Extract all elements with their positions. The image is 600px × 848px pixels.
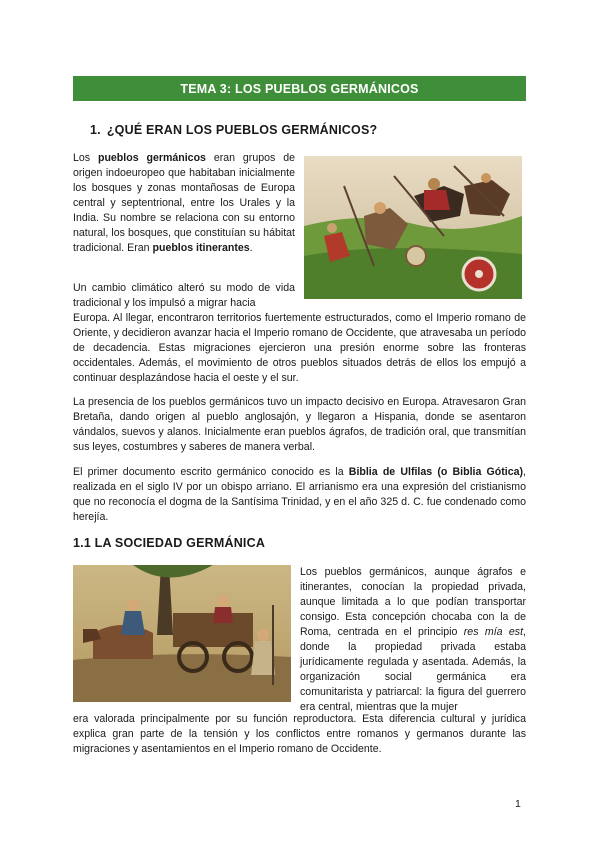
page-number: 1	[515, 798, 521, 810]
p4-text-a: El primer documento escrito germánico conocido es la	[73, 466, 349, 478]
p5-text-c: , donde la propiedad privada estaba jurídicamente regulada y asentada. Además, la organización social germánica era comunitarista y patriarcal: la figura del guerrero era central, mientras que la mujer	[300, 626, 526, 713]
chapter-banner	[73, 76, 526, 101]
battle-illustration	[304, 156, 522, 299]
society-paragraph-cont	[73, 712, 526, 757]
section-number: 1.	[90, 123, 101, 137]
chapter-title: TEMA 3: LOS PUEBLOS GERMÁNICOS	[180, 81, 419, 96]
society-paragraph	[300, 565, 526, 715]
p4-bold-bible: Biblia de Ulfilas (o Biblia Gótica)	[348, 466, 524, 478]
p2-text-a: Un cambio climático alteró su modo de vida tradicional y los impulsó a migrar hacia	[73, 282, 295, 309]
p6-text: era valorada principalmente por su función reproductora. Esta diferencia cultural y jurídica explica gran parte de la tensión y los conflictos entre romanos y germanos durante las migraciones y asentamientos en el Imperio romano de Occidente.	[73, 713, 526, 755]
p5-italic-latin: res mía est	[463, 626, 524, 638]
p1-bold-itinerantes: pueblos itinerantes	[152, 242, 250, 254]
caravan-illustration	[73, 565, 291, 702]
p1-text-a: Los	[73, 152, 98, 164]
p5-text-a: Los pueblos germánicos, aunque ágrafos e itinerantes, conocían la propiedad privada, aunque limitada a lo que podían transportar consigo. Esta concepción chocaba con la de Roma, centrada en el principio	[300, 566, 526, 638]
migration-paragraph	[73, 281, 526, 386]
p2-text-b: Europa. Al llegar, encontraron territorios fuertemente estructurados, como el Imperio romano de Oriente, y decidieron avanzar hacia el Imperio romano de Occidente, que atravesaba un período de decadencia. Estas migraciones ejercieron una presión enorme sobre las fronteras occidentales. Además, el movimiento de otros pueblos situados detrás de ellos los empujó a continuar desplazándose hacia el oeste y el sur.	[73, 312, 526, 384]
intro-paragraph	[73, 151, 295, 256]
impact-paragraph	[73, 395, 526, 455]
p1-bold-term: pueblos germánicos	[97, 152, 206, 164]
section-heading	[90, 123, 377, 137]
p1-text-c: eran grupos de origen indoeuropeo que habitaban inicialmente los bosques y zonas montañosas de Europa central y septentrional, entre los Urales y la India. Su nombre se relaciona con su entorno natural, los bosques, que constituían su hábitat tradicional. Eran	[73, 152, 295, 254]
p1-text-e: .	[249, 242, 253, 254]
bible-paragraph	[73, 465, 526, 525]
subsection-heading: 1.1 LA SOCIEDAD GERMÁNICA	[73, 536, 266, 550]
p3-text: La presencia de los pueblos germánicos tuvo un impacto decisivo en Europa. Atravesaron Gran Bretaña, dando origen al pueblo anglosajón, y llegaron a Hispania, donde se asentaron vándalos, suevos y alanos. Inicialmente eran pueblos ágrafos, de tradición oral, que transmitían sus leyes, costumbres y saberes de manera verbal.	[73, 396, 526, 453]
p4-text-c: , realizada en el siglo IV por un obispo arriano. El arrianismo era una expresión del cristianismo que no reconocía el dogma de la Santísima Trinidad, y en el año 325 d. C. fue condenado como herejía.	[73, 466, 526, 523]
section-title: ¿QUÉ ERAN LOS PUEBLOS GERMÁNICOS?	[106, 123, 378, 137]
